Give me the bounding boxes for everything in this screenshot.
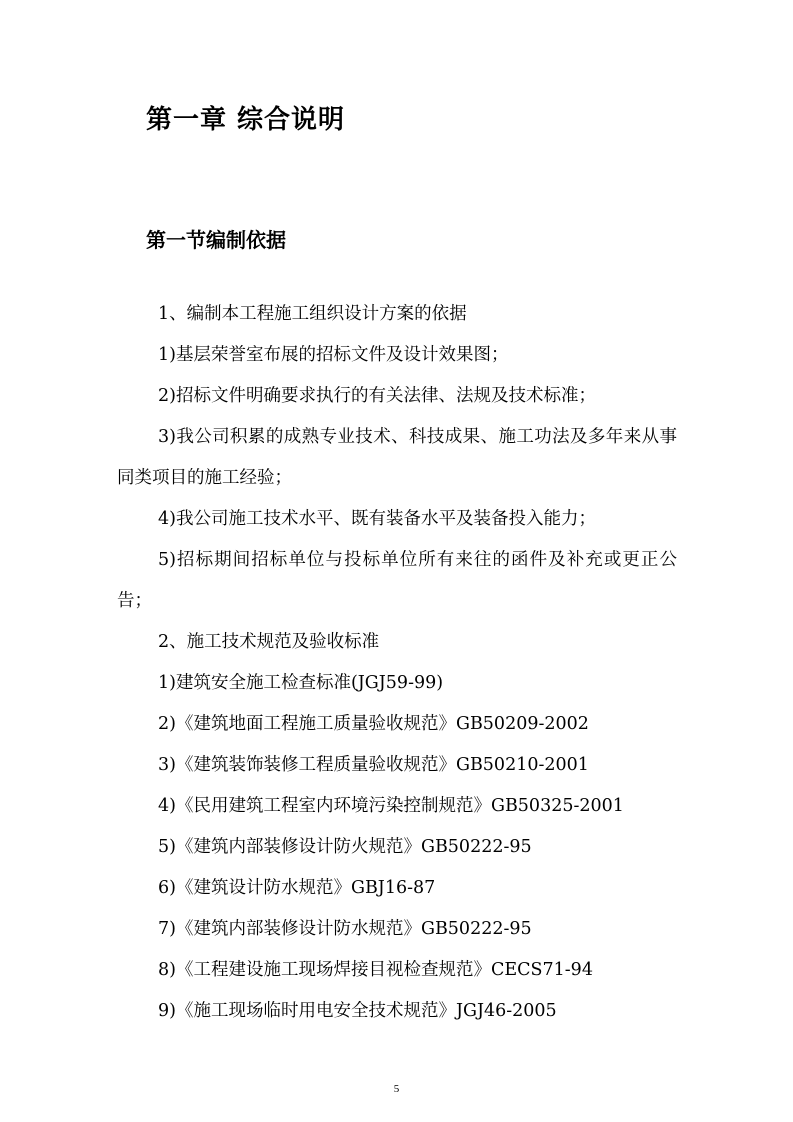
standard-item: 2)《建筑地面工程施工质量验收规范》GB50209-2002	[158, 714, 589, 734]
chapter-title: 第一章 综合说明	[146, 105, 346, 135]
paragraph-item: 5)招标期间招标单位与投标单位所有来往的函件及补充或更正公告；	[117, 550, 677, 611]
standard-item: 5)《建筑内部装修设计防火规范》GB50222-95	[158, 837, 532, 857]
standard-item: 9)《施工现场临时用电安全技术规范》JGJ46-2005	[158, 1001, 557, 1021]
paragraph-item: 3)我公司积累的成熟专业技术、科技成果、施工功法及多年来从事同类项目的施工经验；	[117, 427, 677, 488]
paragraph-standards-heading: 2、施工技术规范及验收标准	[158, 632, 380, 652]
standard-item: 3)《建筑装饰装修工程质量验收规范》GB50210-2001	[158, 755, 589, 775]
page-number: 5	[393, 1083, 400, 1095]
standard-item: 1)建筑安全施工检查标准(JGJ59-99)	[158, 673, 444, 693]
body-text	[117, 294, 677, 1032]
paragraph-item: 2)招标文件明确要求执行的有关法律、法规及技术标准；	[158, 386, 596, 406]
standard-item: 6)《建筑设计防水规范》GBJ16-87	[158, 878, 436, 898]
paragraph-item: 4)我公司施工技术水平、既有装备水平及装备投入能力；	[158, 509, 596, 529]
standard-item: 4)《民用建筑工程室内环境污染控制规范》GB50325-2001	[158, 796, 624, 816]
standard-item: 8)《工程建设施工现场焊接目视检查规范》CECS71-94	[158, 960, 593, 980]
standard-item: 7)《建筑内部装修设计防水规范》GB50222-95	[158, 919, 532, 939]
section-title: 第一节编制依据	[146, 228, 286, 252]
paragraph-basis-heading: 1、编制本工程施工组织设计方案的依据	[158, 304, 467, 324]
paragraph-item: 1)基层荣誉室布展的招标文件及设计效果图；	[158, 345, 509, 365]
